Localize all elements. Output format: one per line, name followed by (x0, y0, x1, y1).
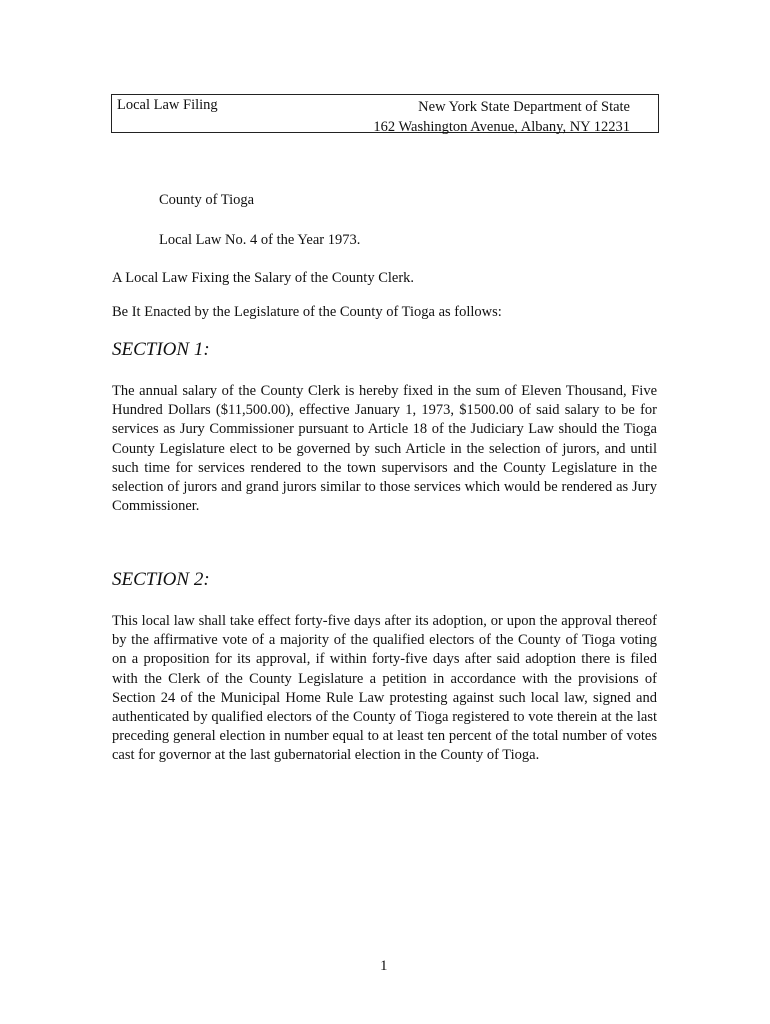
county-name: County of Tioga (159, 192, 255, 208)
department-name: New York State Department of State (418, 99, 630, 115)
enactment-clause: Be It Enacted by the Legislature of the County of Tioga as follows: (112, 304, 502, 320)
law-title: A Local Law Fixing the Salary of the County Clerk. (112, 270, 415, 286)
section-2-text: This local law shall take effect forty-five days after its adoption, or upon the approval thereof by the affirmative vote of a majority of the qualified electors of the County of Tioga voting on a proposition for its approval, if within forty-five days after said adoption there is filed with the Clerk of the County Legislature a petition in accordance with the provisions of Section 24 of the Municipal Home Rule Law protesting against such local law, signed and authenticated by qualified electors of the County of Tioga registered to vote therein at the last preceding general election in number equal to at least ten percent of the total number of votes cast for governor at the last gubernatorial election in the County of Tioga. (112, 613, 657, 764)
section-1-text: The annual salary of the County Clerk is hereby fixed in the sum of Eleven Thousand, Five Hundred Dollars ($11,500.00), effective January 1, 1973, $1500.00 of said salary to be for services as Jury Commissioner pursuant to Article 18 of the Judiciary Law should the Tioga County Legislature elect to be governed by such Article in the selection of jurors, and until such time for services rendered to the town supervisors and the County Legislature in the selection of jurors and grand jurors similar to those services which would be rendered as Jury Commissioner. (112, 383, 657, 515)
department-street-address: 162 Washington Avenue, Albany, NY 12231 (373, 119, 630, 135)
section-2-heading: SECTION 2: (112, 569, 210, 590)
law-number: Local Law No. 4 of the Year 1973. (159, 232, 361, 248)
department-address (373, 97, 630, 137)
section-1-heading: SECTION 1: (112, 339, 210, 360)
page-number: 1 (380, 958, 388, 974)
filing-label: Local Law Filing (117, 97, 218, 113)
filing-header-box (111, 94, 659, 133)
